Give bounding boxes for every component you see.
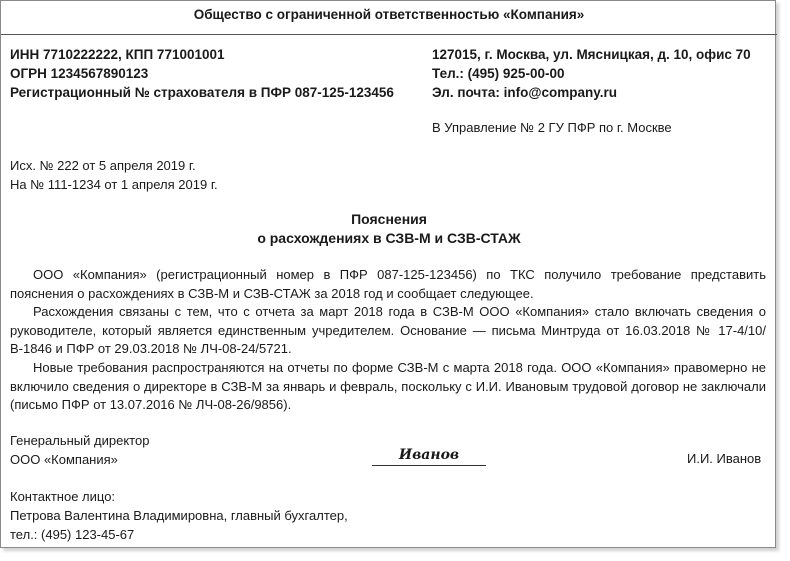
signer-position: Генеральный директор [10, 433, 150, 448]
body-paragraph: ООО «Компания» (регистрационный номер в ПФР 087-125-123456) по ТКС получило требование представить пояснения о расхождениях в СЗВ-М и СЗВ-СТАЖ за 2018 год и сообщает следующее. [10, 267, 766, 301]
address-line: 127015, г. Москва, ул. Мясницкая, д. 10, офис 70 [432, 47, 751, 62]
title-line-2: о расхождениях в СЗВ-М и СЗВ-СТАЖ [257, 230, 521, 246]
ogrn-line: ОГРН 1234567890123 [10, 66, 149, 81]
contact-person: Петрова Валентина Владимировна, главный бухгалтер, [10, 508, 348, 523]
handwritten-signature: Иванов [372, 445, 486, 466]
company-header: Общество с ограниченной ответственностью «Компания» [193, 7, 585, 22]
document-title [1, 210, 777, 248]
phone-line: Тел.: (495) 925-00-00 [432, 66, 565, 81]
reply-to-number: На № 111-1234 от 1 апреля 2019 г. [10, 177, 218, 192]
signer-block [10, 431, 149, 469]
contact-block [10, 487, 348, 544]
contact-phone: тел.: (495) 123-45-67 [10, 527, 135, 542]
inn-kpp-line: ИНН 7710222222, КПП 771001001 [10, 47, 225, 62]
title-line-1: Пояснения [351, 211, 427, 227]
header-divider [1, 34, 777, 35]
signer-name: И.И. Иванов [687, 451, 762, 466]
email-line: Эл. почта: info@company.ru [432, 85, 618, 100]
company-contacts [432, 45, 751, 102]
outgoing-references [10, 156, 218, 194]
company-requisites [10, 45, 394, 102]
outgoing-number: Исх. № 222 от 5 апреля 2019 г. [10, 158, 196, 173]
signer-company: ООО «Компания» [10, 452, 118, 467]
document-body [10, 266, 766, 415]
pfr-reg-line: Регистрационный № страхователя в ПФР 087-125-123456 [10, 85, 394, 100]
body-paragraph: Расхождения связаны с тем, что с отчета за март 2018 года в СЗВ-М ООО «Компания» стало включать сведения о руководителе, который является единственным учредителем. Основание — письма Минтруда от 16.03.2018 № 17-4/10/В-1846 и ПФР от 29.03.2018 № ЛЧ-08-24/5721. [10, 304, 766, 357]
body-paragraph: Новые требования распространяются на отчеты по форме СЗВ-М с марта 2018 года. ООО «Компания» правомерно не включило сведения о директоре в СЗВ-М за январь и февраль, поскольку с И.И. Ивановым трудовой договор не заключали (письмо ПФР от 13.07.2016 № ЛЧ-08-26/9856). [10, 359, 766, 413]
contact-label: Контактное лицо: [10, 489, 116, 504]
addressee: В Управление № 2 ГУ ПФР по г. Москве [432, 120, 672, 135]
